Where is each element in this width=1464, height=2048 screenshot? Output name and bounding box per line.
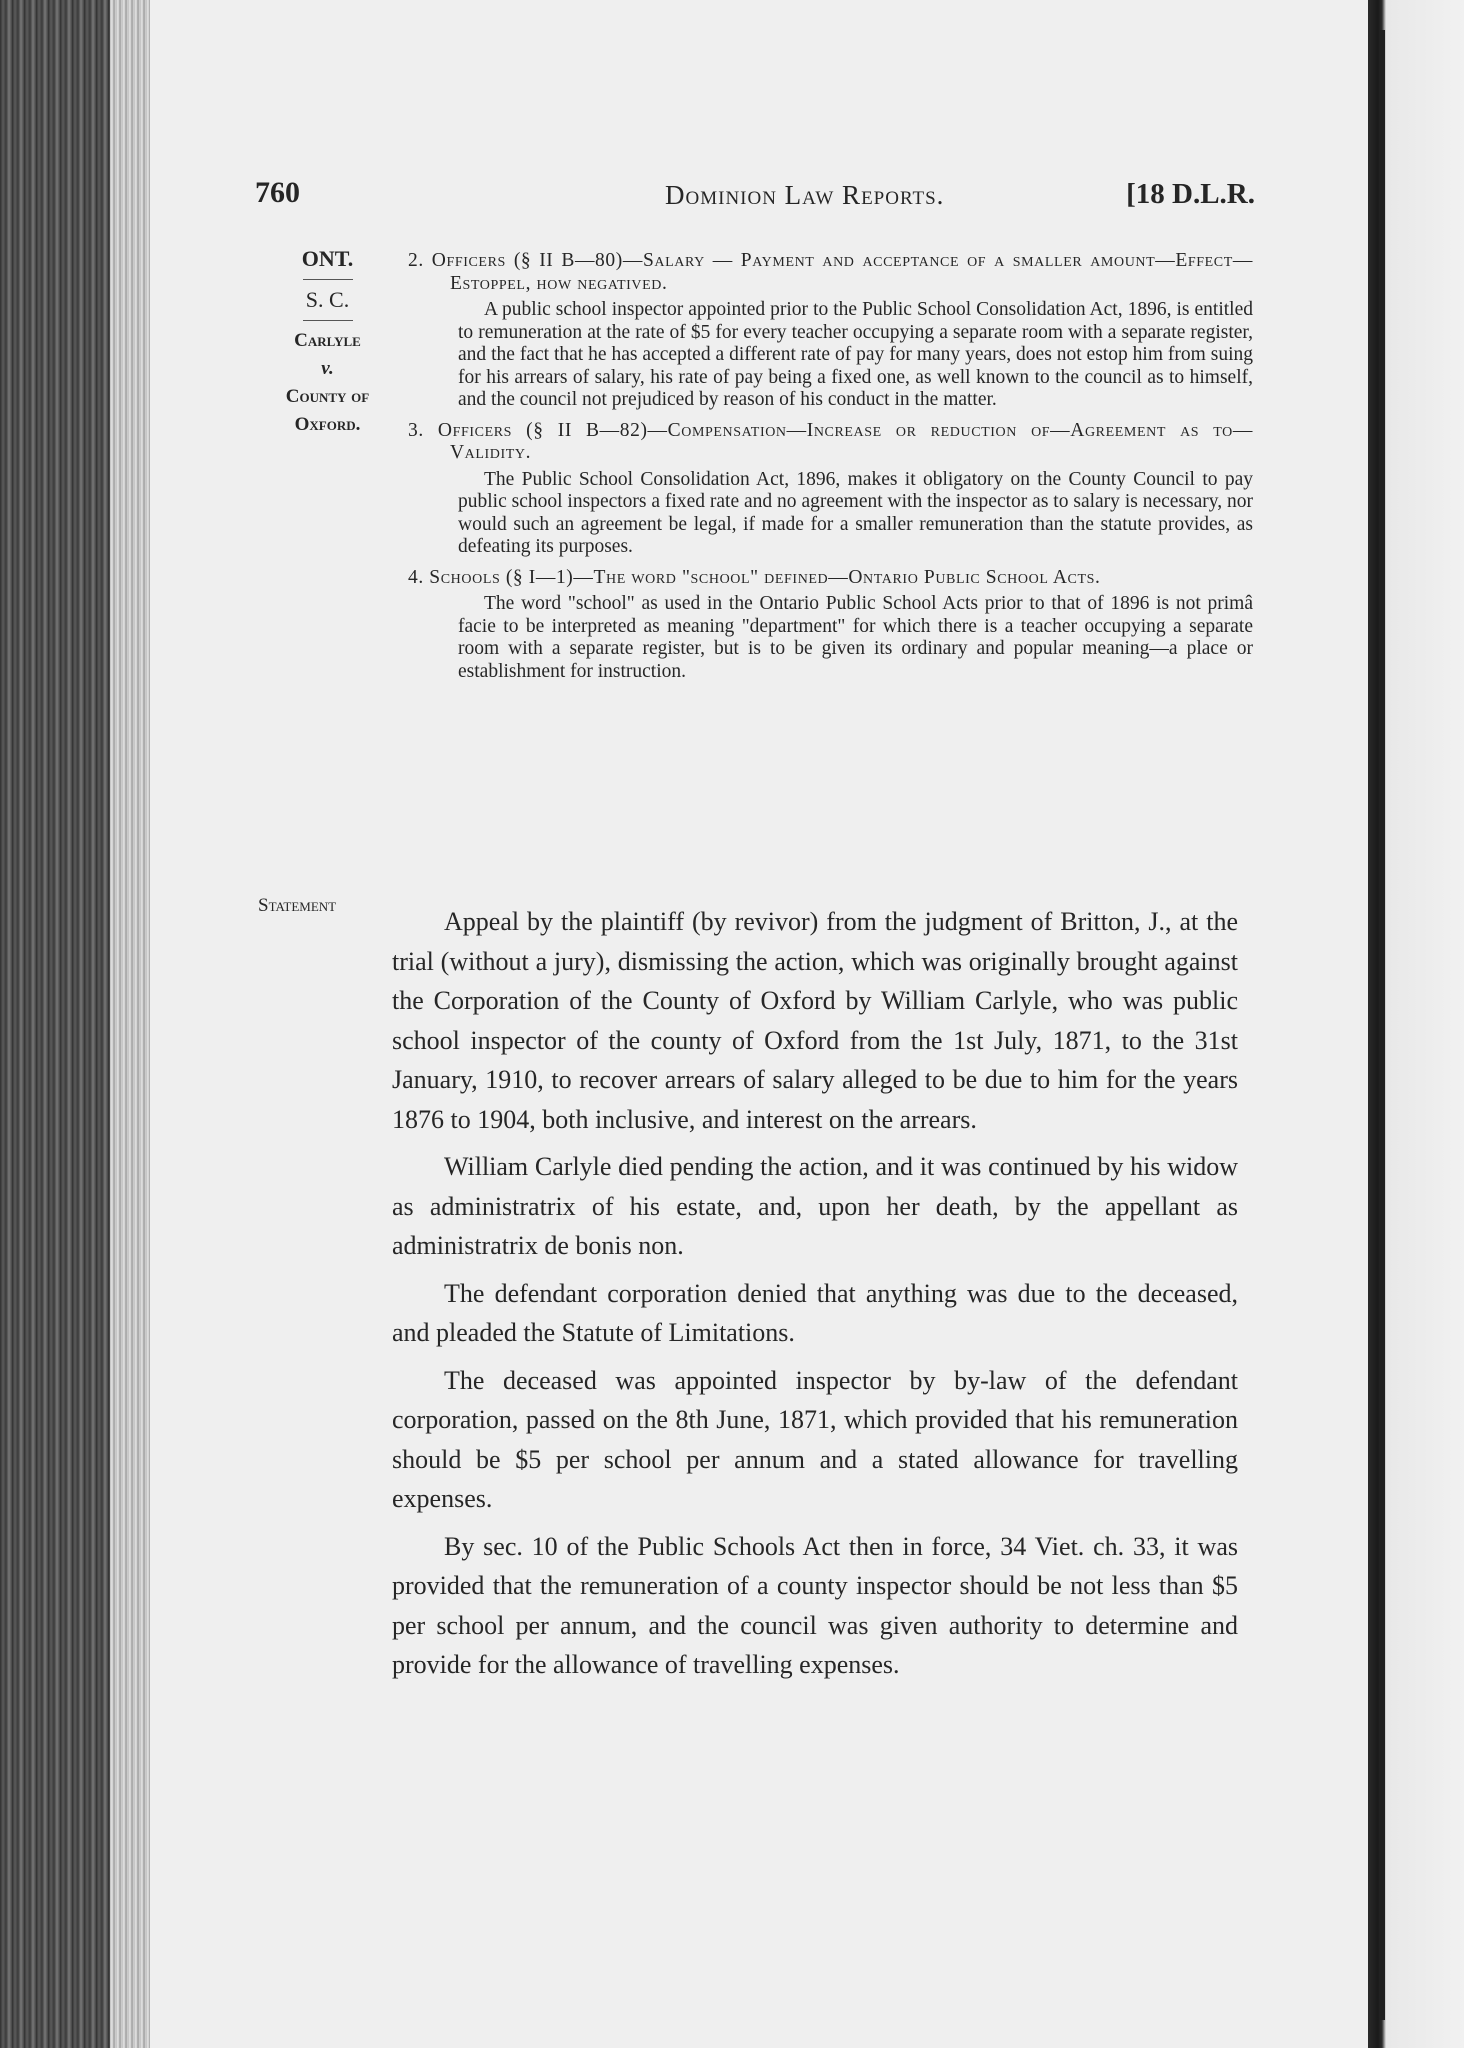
case-name-line3: Oxford. [294,414,361,435]
headnote-body: The word "school" as used in the Ontario Public School Acts prior to that of 1896 is not primâ facie to be interpreted as meaning "department" for which there is a teacher occupying a separate room with a separate register, but is to be given its ordinary and popular meaning—a place or establishment for instruction. [458,593,1253,682]
margin-case-note [255,245,400,439]
running-header [255,176,1255,226]
headnote-3 [408,420,1253,559]
judgment-body [392,902,1238,1693]
paragraph: Appeal by the plaintiff (by revivor) from the judgment of Britton, J., at the trial (without a jury), dismissing the action, which was originally brought against the Corporation of the County of Oxford by William Carlyle, who was public school inspector of the county of Oxford from the 1st July, 1871, to the 31st January, 1910, to recover arrears of salary alleged to be due to him for the years 1876 to 1904, both inclusive, and interest on the arrears. [392,907,1238,1134]
volume-citation: [18 D.L.R. [1126,178,1255,210]
division-label: S. C. [305,287,350,312]
headnote-heading: 3. Officers (§ II B—82)—Compensation—Increase or reduction of—Agreement as to—Validity. [408,419,1253,463]
headnote-4 [408,567,1253,684]
case-versus: v. [321,358,334,379]
next-page-edge [1380,30,1385,2020]
headnotes [408,250,1253,691]
paragraph: The defendant corporation denied that anything was due to the deceased, and pleaded the Statute of Limitations. [392,1278,1238,1347]
paragraph: The deceased was appointed inspector by by-law of the defendant corporation, passed on the 8th June, 1871, which provided that his remuneration should be $5 per school per annum and a stated allowance for travelling expenses. [392,1365,1238,1513]
page-number: 760 [255,176,300,209]
case-name-line2: County of [285,386,370,407]
headnote-body: The Public School Consolidation Act, 1896, makes it obligatory on the County Council to pay public school inspectors a fixed rate and no agreement with the inspector as to salary is necessary, nor would such an agreement be legal, if made for a smaller remuneration than the statute provides, as defeating its purposes. [458,468,1253,557]
running-title: Dominion Law Reports. [665,180,945,210]
headnote-2 [408,250,1253,412]
statement-label: Statement [258,895,337,916]
headnote-body: A public school inspector appointed prior to the Public School Consolidation Act, 1896, is entitled to remuneration at the rate of $5 for every teacher occupying a separate room with a separate register, and the fact that he has accepted a different rate of pay for many years, does not estop him from suing for his arrears of salary, his rate of pay being a fixed one, as well known to the council as to himself, and the council not prejudiced by reason of his conduct in the matter. [458,299,1253,410]
margin-rule [303,279,353,280]
paragraph: By sec. 10 of the Public Schools Act then in force, 34 Viet. ch. 33, it was provided that the remuneration of a county inspector should be not less than $5 per school per annum, and the council was given authority to determine and provide for the allowance of travelling expenses. [392,1531,1238,1679]
margin-rule [303,320,353,321]
paragraph: William Carlyle died pending the action, and it was continued by his widow as administratrix of his estate, and, upon her death, by the appellant as administratrix de bonis non. [392,1152,1238,1260]
headnote-heading: 2. Officers (§ II B—80)—Salary — Payment and acceptance of a smaller amount—Effect—Estoppel, how negatived. [408,250,1253,294]
headnote-heading: 4. Schools (§ I—1)—The word "school" defined—Ontario Public School Acts. [408,566,1101,588]
case-name-line1: Carlyle [294,330,361,351]
court-label: ONT. [301,246,354,271]
